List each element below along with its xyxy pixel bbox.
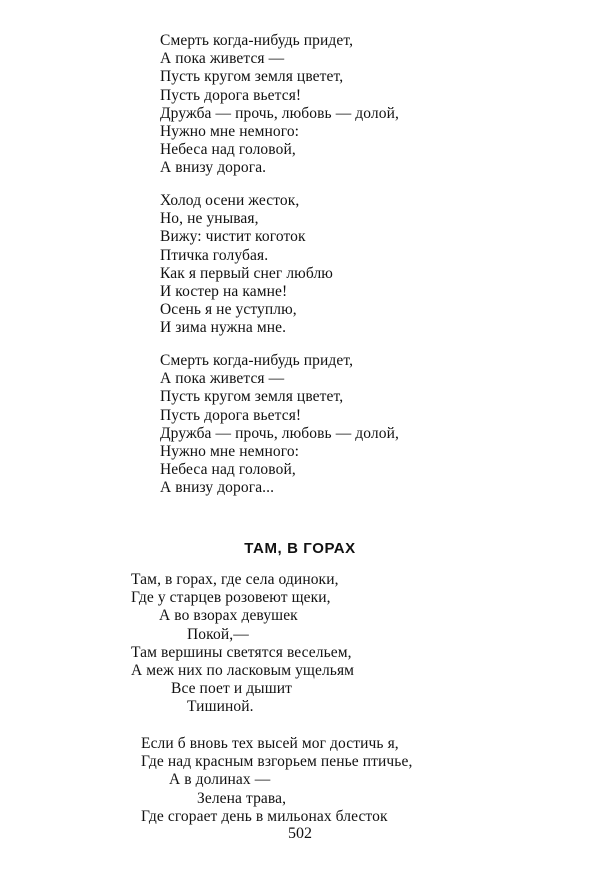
verse-line: А внизу дорога.: [160, 159, 267, 177]
verse-line: Там, в горах, где села одиноки,: [131, 571, 339, 588]
verse-line: А меж них по ласковым ущельям: [131, 662, 355, 680]
verse-line: Где над красным взгорьем пенье птичье,: [141, 753, 413, 771]
verse-line: Смерть когда-нибудь придет,: [160, 352, 354, 369]
verse-line: Там вершины светятся весельем,: [131, 643, 352, 661]
poem1-stanza-1: [160, 32, 399, 178]
verse-line: А пока живется —: [160, 50, 285, 68]
poem2-stanza-2: [141, 735, 412, 826]
verse-line: Осень я не уступлю,: [160, 301, 297, 319]
poem1-stanza-3: [160, 352, 399, 498]
verse-line: Покой,—: [187, 625, 249, 643]
verse-line: Тишиной.: [187, 698, 254, 716]
verse-line: Где сгорает день в мильонах блесток: [141, 807, 388, 825]
verse-line: Дружба — прочь, любовь — долой,: [160, 424, 399, 442]
verse-line: Холод осени жесток,: [160, 192, 300, 209]
verse-line: Небеса над головой,: [160, 461, 296, 479]
verse-line: А во взорах девушек: [159, 607, 298, 625]
verse-line: Пусть кругом земля цветет,: [160, 68, 344, 86]
verse-line: Дружба — прочь, любовь — долой,: [160, 104, 399, 122]
page-number: 502: [288, 825, 312, 842]
verse-line: Смерть когда-нибудь придет,: [160, 32, 354, 49]
verse-line: Но, не унывая,: [160, 210, 259, 228]
poem1-stanza-2: [160, 192, 333, 338]
verse-line: Пусть дорога вьется!: [160, 406, 302, 424]
verse-line: Где у старцев розовеют щеки,: [131, 589, 331, 607]
verse-line: Все поет и дышит: [171, 680, 292, 698]
verse-line: Если б вновь тех высей мог достичь я,: [141, 735, 399, 752]
verse-line: Пусть дорога вьется!: [160, 86, 302, 104]
verse-line: А пока живется —: [160, 370, 285, 388]
verse-line: Как я первый снег люблю: [160, 264, 333, 282]
verse-line: Нужно мне немного:: [160, 123, 300, 141]
verse-line: Вижу: чистит коготок: [160, 228, 306, 246]
verse-line: А внизу дорога...: [160, 479, 275, 497]
verse-line: А в долинах —: [169, 771, 271, 789]
verse-line: Птичка голубая.: [160, 246, 269, 264]
poem2-stanza-1: [131, 571, 354, 717]
verse-line: Пусть кругом земля цветет,: [160, 388, 344, 406]
verse-line: Небеса над головой,: [160, 141, 296, 159]
verse-line: Зелена трава,: [197, 789, 287, 807]
poem-title: ТАМ, В ГОРАХ: [244, 540, 356, 557]
verse-line: Нужно мне немного:: [160, 443, 300, 461]
verse-line: И костер на камне!: [160, 283, 288, 301]
verse-line: И зима нужна мне.: [160, 319, 287, 337]
